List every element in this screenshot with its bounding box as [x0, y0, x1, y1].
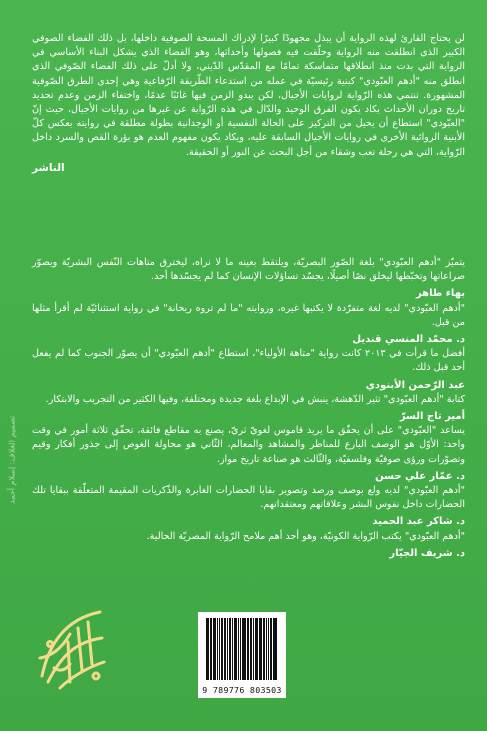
reviewer-name: د. عمّار علي حسن	[375, 470, 465, 482]
review-quote: أفضل ما قرأت في ٢٠١٣ كانت رواية "متاهة الأولياء"، استطاع "أدهم العبّودي" أن يصوّر الجنوب كما لم يفعل أحد قبل ذلك.	[32, 348, 465, 374]
reviewer-name: د. شاكر عبد الحميد	[372, 516, 465, 528]
publisher-signature: الناشر	[32, 161, 65, 174]
barcode-bar	[219, 618, 220, 680]
barcode-bar	[245, 618, 246, 680]
reviews-section	[32, 256, 465, 561]
review-quote: "أدهم العبّودي" لديه لغة متفرّدة لا يكتبها غيره، وروايته "ما لم تروه ريحانة" في رواية استثنائيّة لم أقرأ مثلها من قبل.	[32, 302, 465, 328]
barcode-bar	[242, 618, 243, 680]
review-quote: يساعد "العبّودي" على أن يحقّق ما يريد قاموس لغويّ ثريّ، يصنع به مقاطع فائقة، تحقّق ثلاثة أمور في وقت واحد: الأوّل هو الوصف البارع للمناظر والمشاهد والمعالم، الثّاني هو محاولة الغوص إلى جذور أفكار وقيم وتصوّرات ورؤى صوفيّة وفلسفيّة، والثّالث هو صناعة تاريخ مواز.	[32, 425, 465, 465]
barcode-bar	[207, 618, 208, 680]
reviewer-name: أمير تاج السرّ	[399, 411, 465, 423]
barcode-bar	[230, 618, 231, 680]
isbn-number: 9 789776 803503	[202, 685, 282, 695]
barcode-bar	[264, 618, 265, 680]
barcode-bar	[256, 618, 257, 680]
barcode-bar	[227, 618, 228, 680]
review-quote: يتميّز "أدهم العبّودي" بلغة الصّور البصريّة، ويلتقط بعينه ما لا نراه، ليخترق متاهات النّفس البشريّة ويصوّر صراعاتها وتخبّطها ليخلق نصًا أصيلًا، يجسّد تساؤلات الإنسان كما لم يجسّدها أحد.	[32, 257, 465, 283]
barcode-bar	[260, 618, 262, 680]
blurb-paragraph: لن يحتاج القارئ لهذه الرواية أن يبذل مجهودًا كبيرًا لإدراك المسحة الصوفية داخلها، بل ذلك الفضاء الصوفي الكبير الذي انطلقت منه الرواية وحلّقت فيه فصولها وأحداثها، وهو الفضاء الذي يشكل البناء الأساسي في الرواية التي بدت منذ انطلاقها متماسكة تمامًا مع المقدّس الدّيني، ولا أدلّ على ذلك الفضاء الصّوفي الذي انطلق منه "أدهم العبّودي" كبنية رئيسيّة في عمله من استدعاء الطّريقة الرّفاعية وهي إحدى الطرق الصّوفية المشهورة. تنتمي هذه الرّواية لروايات الأجيال، لكن يبدو الزمن فيها غائبًا عدمًا، واختفاء الزمن وعدم تحديد تاريخ دوران الأحداث يكاد يكون الفرق الوحيد والدّال في هذه الرّواية عن غيرها من روايات الأجيال، حيث إنّ "العبّودي" استطاع أن يحيل من التركيز على الحالة النفسية أو الوجدانية بطولة مطلقة في روايته بعكس كلّ الأبنية الروائية الأخرى في روايات الأجيال السابقة عليه، ويكاد يكون مفهوم العدم هو بؤرة القص والسرد داخل الرّواية، التي هي رحلة تعب وشقاء من أجل البحث عن النور أو الحقيقة.	[32, 33, 465, 158]
reviewer-name: د. محمّد المنسي قنديل	[352, 334, 465, 346]
review-quote: كتابة "أدهم العبّودي" تثير الدّهشة، ينبش في الإبداع بلغة جديدة ومختلفة، وفيها الكثير من التجريب والابتكار.	[45, 393, 465, 405]
barcode-bar	[268, 618, 269, 680]
barcode-bars	[206, 618, 278, 680]
publisher-blurb	[32, 32, 465, 175]
review-quote: "أدهم العبّودي" لديه ولع بوصف ورصد وتصوير بقايا الحضارات الغابرة والذّكريات المقيمة المتعلّقة ببقايا تلك الحضارات داخل نفوس البشر وعلاقاتهم ومعتقداتهم.	[32, 485, 465, 511]
cover-design-credit: تصميم الغلاف: إسلام أحمد	[7, 415, 17, 505]
barcode-bar	[222, 618, 223, 680]
barcode-bar	[215, 618, 216, 680]
barcode-bar	[271, 618, 272, 680]
reviewer-name: د. شريف الجيّار	[389, 547, 465, 559]
reviewer-name: عبد الرّحمن الأبنودي	[365, 379, 465, 391]
barcode-bar	[238, 618, 239, 680]
isbn-barcode	[198, 612, 286, 698]
barcode-bar	[253, 618, 254, 680]
barcode-bar	[234, 618, 235, 680]
barcode-bar	[276, 618, 277, 680]
barcode-bar	[211, 618, 212, 680]
review-quote: "أدهم العبّودي" يكتب الرّواية الكونيّة، وهو أحد أهم ملامح الرّواية المصريّة الحالية.	[146, 530, 465, 542]
barcode-bar	[250, 618, 251, 680]
publisher-calligraphy-logo	[30, 598, 112, 694]
reviewer-name: بهاء طاهر	[415, 288, 465, 300]
